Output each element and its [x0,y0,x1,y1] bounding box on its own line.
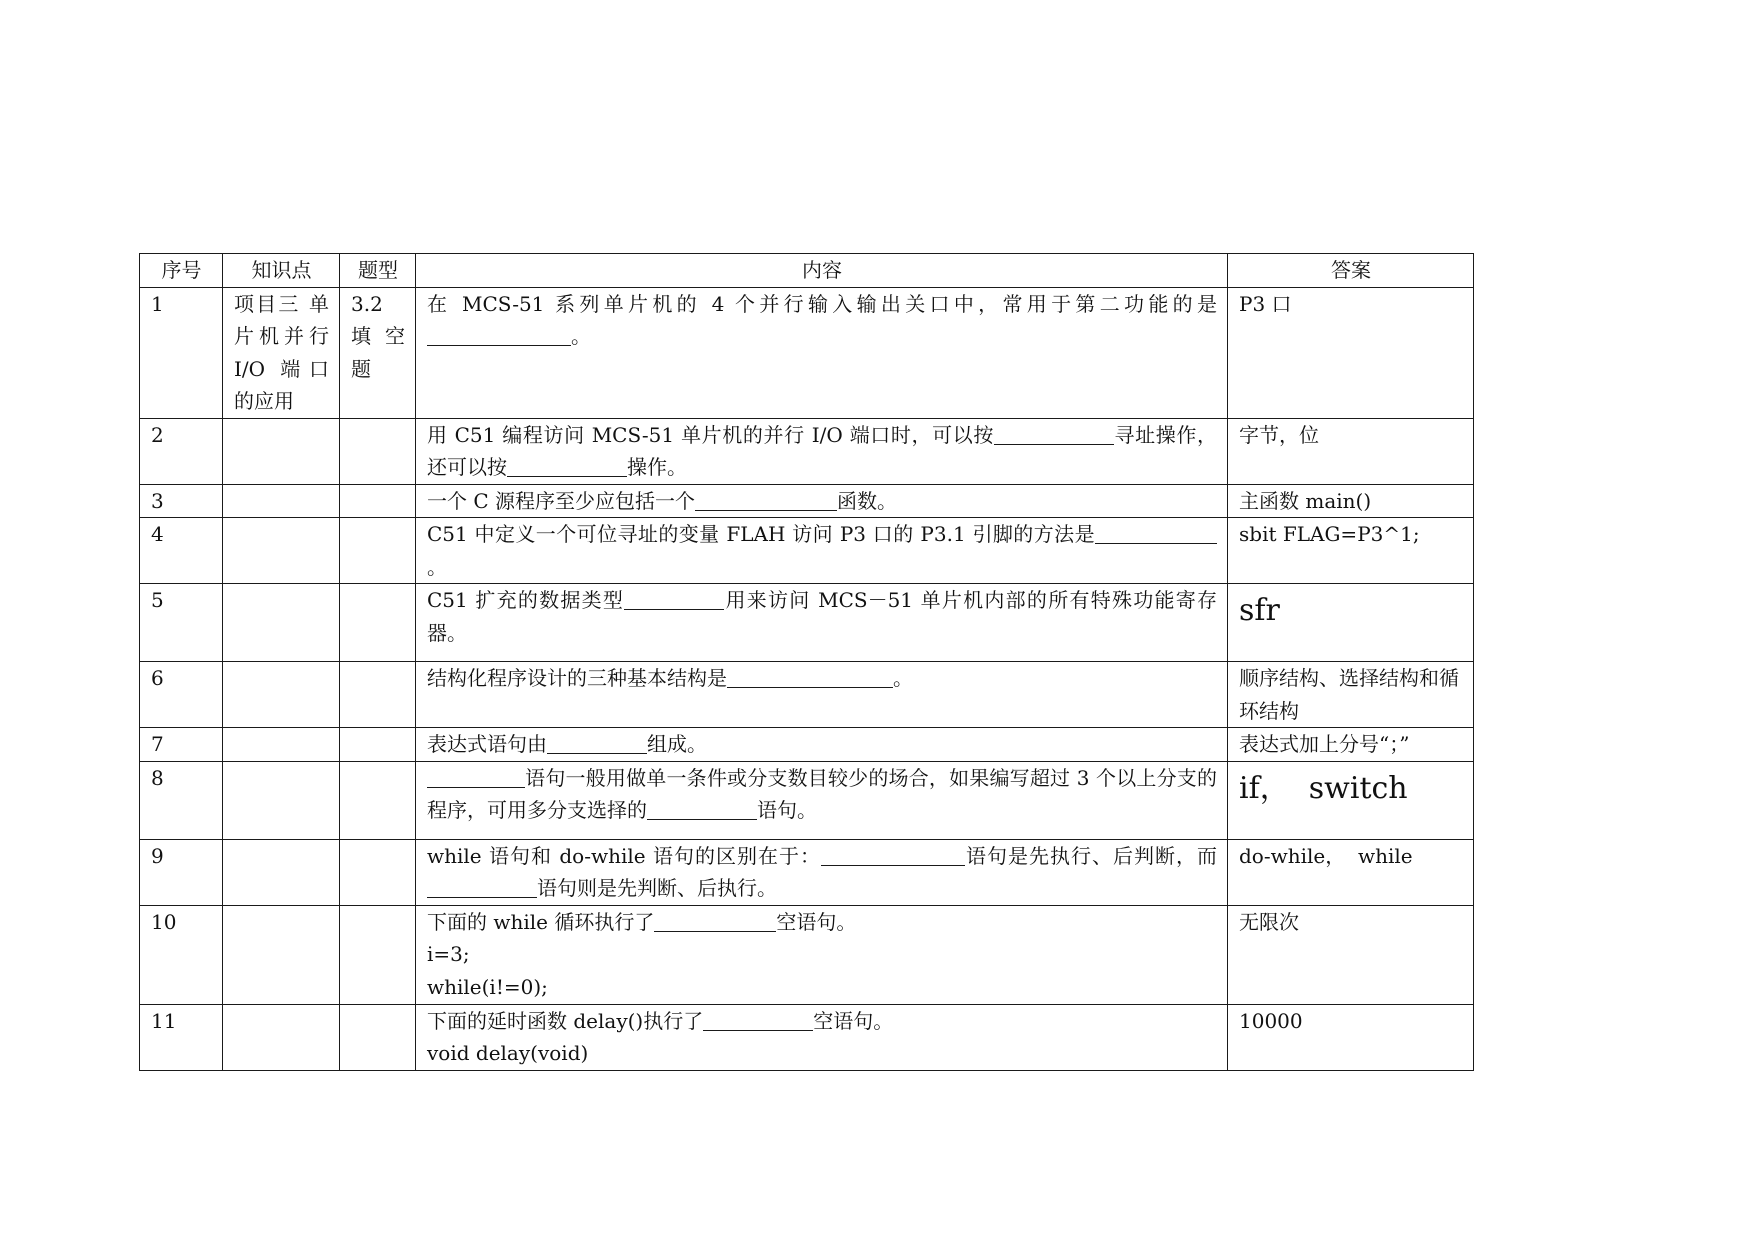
header-answer: 答案 [1228,254,1474,288]
content-text: 用来访问 MCS－51 单片机内部的所有特殊功能寄存器。 [427,588,1218,645]
content-text: 。 [571,324,591,348]
row-content [416,518,1228,584]
row-answer [1228,761,1474,839]
row-content [416,905,1228,1004]
answer-blank [1095,521,1217,544]
content-text: C51 中定义一个可位寻址的变量 FLAH 访问 P3 口的 P3.1 引脚的方法是 [427,522,1095,546]
row-answer: P3 口 [1228,287,1474,418]
content-text: while 语句和 do-while 语句的区别在于： [427,843,821,868]
row-answer: sbit FLAG=P3^1; [1228,518,1474,584]
row-topic [223,418,340,484]
answer-blank [654,909,776,932]
row-type [340,484,416,518]
answer-blank [821,843,965,866]
content-text: 在 MCS-51 系列单片机的 4 个并行输入输出关口中，常用于第二功能的是 [427,291,1217,316]
answer-blank [703,1008,813,1031]
row-content [416,839,1228,905]
code-line: while(i!=0); [427,974,548,999]
row-type [340,662,416,728]
row-topic [223,761,340,839]
answer-blank [727,665,893,688]
content-text: 下面的延时函数 delay()执行了 [427,1008,704,1033]
row-topic [223,662,340,728]
row-answer: 顺序结构、选择结构和循环结构 [1228,662,1474,728]
row-type [340,418,416,484]
content-text: 结构化程序设计的三种基本结构是 [427,666,727,690]
table-row [140,761,1474,839]
answer-blank [507,454,627,477]
content-text: 一个 C 源程序至少应包括一个 [427,488,696,513]
content-line [427,1005,1217,1038]
row-number: 2 [140,418,223,484]
content-text: C51 扩充的数据类型 [427,588,625,612]
content-text: 用 C51 编程访问 MCS-51 单片机的并行 I/O 端口时，可以按 [427,422,994,447]
question-table [139,253,1474,1071]
table-row [140,584,1474,662]
header-no: 序号 [140,254,223,288]
content-text: 组成。 [647,732,707,756]
row-number: 3 [140,484,223,518]
table-row [140,728,1474,762]
table-header-row [140,254,1474,288]
row-answer: 主函数 main() [1228,484,1474,518]
row-content [416,1004,1228,1070]
row-content [416,728,1228,762]
answer-blank [695,488,837,511]
row-number: 11 [140,1004,223,1070]
row-type [340,518,416,584]
content-text: 空语句。 [776,909,857,934]
content-text: 寻址操作，还可以按 [427,422,1217,479]
header-topic: 知识点 [223,254,340,288]
row-answer [1228,584,1474,662]
row-type [340,584,416,662]
answer-blank [427,875,537,898]
content-text: 函数。 [837,488,898,513]
row-type [340,1004,416,1070]
row-number: 5 [140,584,223,662]
row-topic: 项目三 单片机并行I/O 端口的应用 [223,287,340,418]
table-row [140,839,1474,905]
row-number: 1 [140,287,223,418]
row-topic [223,728,340,762]
table-row [140,662,1474,728]
row-answer: 10000 [1228,1004,1474,1070]
row-content [416,584,1228,662]
content-text: 。 [893,666,913,690]
row-topic [223,518,340,584]
table-row [140,905,1474,1004]
answer-text: if， switch [1239,770,1408,806]
row-topic [223,584,340,662]
answer-blank [427,323,571,346]
row-number: 4 [140,518,223,584]
answer-blank [547,731,647,754]
row-topic [223,484,340,518]
table-row [140,518,1474,584]
row-type [340,728,416,762]
row-type [340,905,416,1004]
content-text: 空语句。 [813,1008,894,1033]
row-content [416,418,1228,484]
row-answer: 表达式加上分号“；” [1228,728,1474,762]
row-number: 8 [140,761,223,839]
row-content [416,761,1228,839]
header-type: 题型 [340,254,416,288]
table-row [140,418,1474,484]
answer-blank [994,422,1114,445]
content-text: 下面的 while 循环执行了 [427,909,655,934]
content-text: 语句一般用做单一条件或分支数目较少的场合，如果编写超过 3 个以上分支的程序，可用多分支选择的 [427,765,1217,822]
row-number: 6 [140,662,223,728]
answer-blank [624,587,724,610]
row-topic [223,1004,340,1070]
row-answer: 无限次 [1228,905,1474,1004]
header-content: 内容 [416,254,1228,288]
row-answer: 字节，位 [1228,418,1474,484]
row-content [416,662,1228,728]
row-number: 10 [140,905,223,1004]
row-topic [223,905,340,1004]
row-answer: do-while， while [1228,839,1474,905]
answer-blank [647,797,757,820]
row-type [340,761,416,839]
table-row [140,287,1474,418]
row-number: 9 [140,839,223,905]
row-type: 3.2 填 空题 [340,287,416,418]
content-text: 语句是先执行、后判断，而 [964,843,1217,868]
row-type [340,839,416,905]
content-text: 语句则是先判断、后执行。 [537,876,777,900]
content-line [427,906,1217,939]
row-content [416,484,1228,518]
table-row [140,1004,1474,1070]
code-line: void delay(void) [427,1041,589,1065]
row-number: 7 [140,728,223,762]
table-row [140,484,1474,518]
row-topic [223,839,340,905]
code-line: i=3; [427,942,470,966]
row-content [416,287,1228,418]
content-text: 表达式语句由 [427,732,547,756]
answer-blank [427,765,525,788]
content-text: 。 [427,554,447,579]
content-text: 操作。 [627,455,687,479]
answer-text: sfr [1239,593,1280,628]
content-text: 语句。 [757,798,817,822]
